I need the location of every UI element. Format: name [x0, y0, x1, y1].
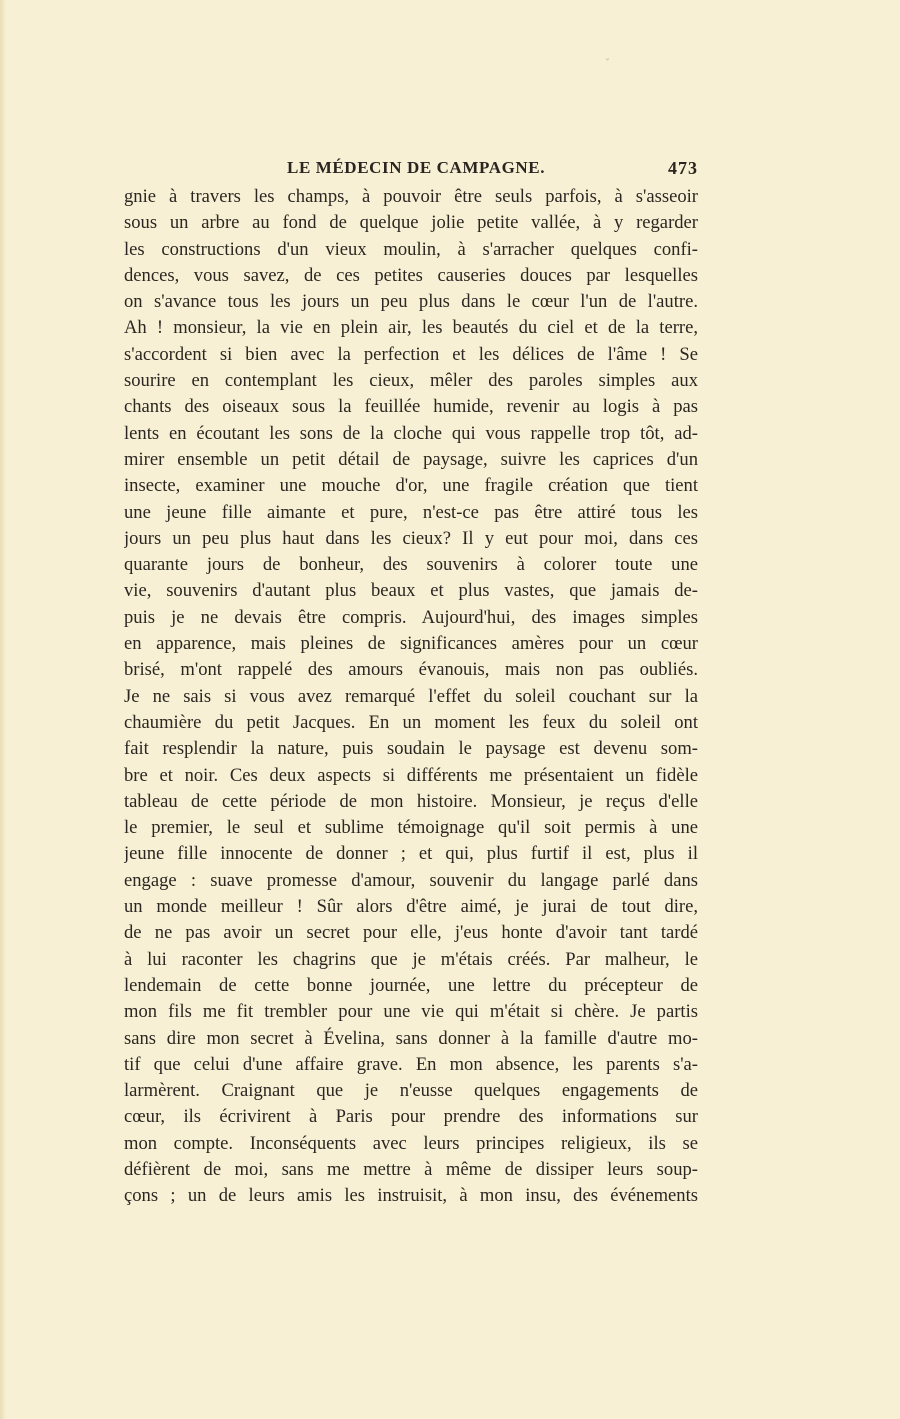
paper-mark: ˅ [605, 58, 610, 69]
text-line: mon compte. Inconséquents avec leurs principes religieux, ils se [124, 1132, 698, 1154]
text-line: dences, vous savez, de ces petites causeries douces par lesquelles [124, 264, 698, 286]
text-line: tif que celui d'une affaire grave. En mon absence, les parents s'a- [124, 1053, 698, 1075]
text-line: un monde meilleur ! Sûr alors d'être aimé, je jurai de tout dire, [124, 896, 698, 918]
text-line: s'accordent si bien avec la perfection et les délices de l'âme ! Se [124, 343, 698, 365]
text-line: bre et noir. Ces deux aspects si différents me présentaient un fidèle [124, 764, 698, 786]
text-line: insecte, examiner une mouche d'or, une fragile création que tient [124, 475, 698, 497]
text-line: en apparence, mais pleines de significances amères pour un cœur [124, 633, 698, 655]
text-line: engage : suave promesse d'amour, souvenir du langage parlé dans [124, 869, 698, 891]
page-number: 473 [668, 158, 698, 178]
text-line: gnie à travers les champs, à pouvoir être seuls parfois, à s'asseoir [124, 186, 698, 207]
text-line: larmèrent. Craignant que je n'eusse quelques engagements de [124, 1080, 698, 1102]
text-line: chants des oiseaux sous la feuillée humide, revenir au logis à pas [124, 396, 698, 418]
text-line: lendemain de cette bonne journée, une lettre du précepteur de [124, 974, 698, 996]
text-line: de ne pas avoir un secret pour elle, j'eus honte d'avoir tant tardé [124, 922, 698, 944]
text-line: Ah ! monsieur, la vie en plein air, les beautés du ciel et de la terre, [124, 317, 698, 339]
text-line: on s'avance tous les jours un peu plus dans le cœur l'un de l'autre. [124, 291, 698, 313]
text-line: mirer ensemble un petit détail de paysage, suivre les caprices d'un [124, 448, 698, 470]
text-line: cœur, ils écrivirent à Paris pour prendre des informations sur [124, 1106, 698, 1128]
text-line: fait resplendir la nature, puis soudain le paysage est devenu som- [124, 738, 698, 760]
text-line: tableau de cette période de mon histoire. Monsieur, je reçus d'elle [124, 790, 698, 812]
text-line: une jeune fille aimante et pure, n'est-ce pas être attiré tous les [124, 501, 698, 523]
text-line: mon fils me fit trembler pour une vie qui m'était si chère. Je partis [124, 1001, 698, 1023]
text-line: à lui raconter les chagrins que je m'étais créés. Par malheur, le [124, 948, 698, 970]
text-line: puis je ne devais être compris. Aujourd'hui, des images simples [124, 606, 698, 628]
text-line: Je ne sais si vous avez remarqué l'effet du soleil couchant sur la [124, 685, 698, 707]
text-line: jeune fille innocente de donner ; et qui, plus furtif il est, plus il [124, 843, 698, 865]
page-header [124, 158, 698, 184]
running-title: LE MÉDECIN DE CAMPAGNE. [287, 158, 546, 177]
text-line: quarante jours de bonheur, des souvenirs à colorer toute une [124, 554, 698, 576]
text-line: chaumière du petit Jacques. En un moment les feux du soleil ont [124, 711, 698, 733]
text-line: brisé, m'ont rappelé des amours évanouis, mais non pas oubliés. [124, 659, 698, 681]
page-edge-shadow [0, 0, 6, 1419]
body-text [124, 184, 698, 1210]
text-line: sourire en contemplant les cieux, mêler des paroles simples aux [124, 370, 698, 392]
text-line: le premier, le seul et sublime témoignage qu'il soit permis à une [124, 817, 698, 839]
text-line: vie, souvenirs d'autant plus beaux et plus vastes, que jamais de- [124, 580, 698, 602]
text-line: jours un peu plus haut dans les cieux? Il y eut pour moi, dans ces [124, 527, 698, 549]
text-line: les constructions d'un vieux moulin, à s'arracher quelques confi- [124, 238, 698, 260]
text-line: lents en écoutant les sons de la cloche qui vous rappelle trop tôt, ad- [124, 422, 698, 444]
text-line: çons ; un de leurs amis les instruisit, à mon insu, des événements [124, 1185, 698, 1207]
text-line: sans dire mon secret à Évelina, sans donner à la famille d'autre mo- [124, 1027, 698, 1049]
text-line: défièrent de moi, sans me mettre à même de dissiper leurs soup- [124, 1158, 698, 1180]
text-line: sous un arbre au fond de quelque jolie petite vallée, à y regarder [124, 212, 698, 234]
